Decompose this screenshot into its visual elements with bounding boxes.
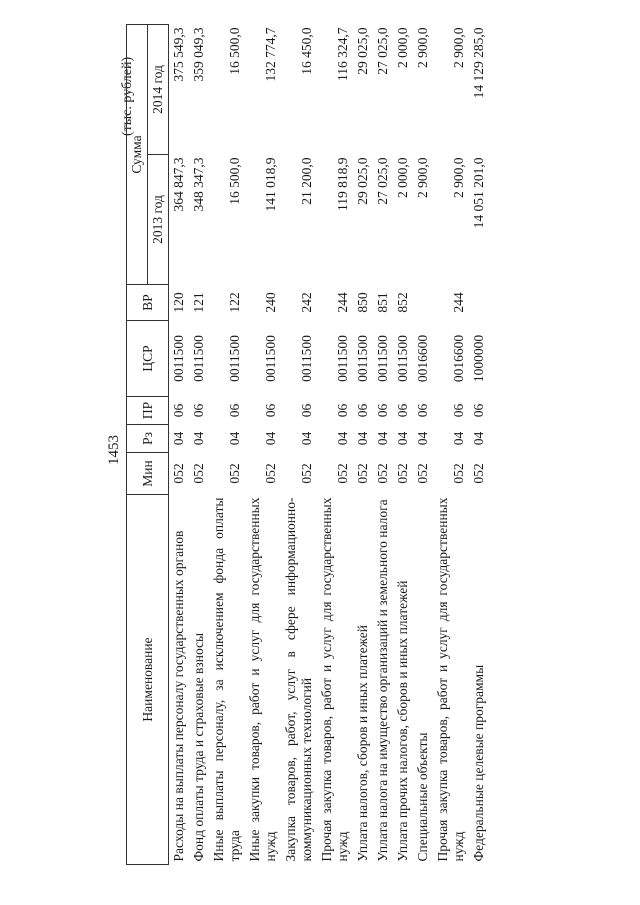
row-2014: 16 450,0	[299, 27, 314, 75]
row-pr: 06	[191, 403, 206, 418]
row-rz: 04	[227, 431, 242, 446]
row-2013: 27 025,0	[375, 157, 390, 205]
row-2013: 348 347,3	[191, 157, 206, 212]
row-vr: 850	[355, 292, 370, 313]
row-min: 052	[227, 463, 242, 484]
row-csr: 0011500	[299, 335, 314, 382]
row-name: Прочая закупка товаров, работ и услуг для государственных нужд	[435, 497, 466, 862]
row-pr: 06	[263, 403, 278, 418]
header-2014: 2014 год	[148, 24, 169, 154]
row-2014: 116 324,7	[335, 27, 350, 81]
row-vr: 851	[375, 292, 390, 313]
row-pr: 06	[451, 403, 466, 418]
row-min: 052	[335, 463, 350, 484]
table-row	[373, 24, 393, 864]
row-csr: 1000000	[471, 334, 486, 383]
row-2014: 27 025,0	[375, 27, 390, 75]
row-rz: 04	[355, 431, 370, 446]
header-min: Мин	[127, 453, 169, 495]
table-row	[209, 24, 245, 864]
row-2013: 364 847,3	[171, 157, 186, 212]
table-row	[189, 24, 209, 864]
row-2014: 132 774,7	[263, 27, 278, 82]
row-name: Прочая закупка товаров, работ и услуг для государственных нужд	[319, 497, 350, 862]
row-csr: 0011500	[227, 335, 242, 382]
row-min: 052	[171, 463, 186, 484]
header-rz: Рз	[127, 425, 169, 453]
row-rz: 04	[171, 431, 186, 446]
row-vr: 852	[395, 292, 410, 313]
row-2013: 14 051 201,0	[471, 157, 486, 229]
row-pr: 06	[355, 403, 370, 418]
row-min: 052	[263, 463, 278, 484]
table-row	[281, 24, 317, 864]
row-name: Федеральные целевые программы	[471, 664, 486, 862]
row-vr: 242	[299, 292, 314, 313]
row-2014: 2 900,0	[415, 27, 430, 68]
row-2013: 2 900,0	[415, 157, 430, 198]
budget-table	[126, 24, 489, 865]
table-row	[353, 24, 373, 864]
table-row	[245, 24, 281, 864]
row-min: 052	[451, 463, 466, 484]
row-min: 052	[191, 463, 206, 484]
row-rz: 04	[395, 431, 410, 446]
row-vr: 121	[191, 292, 206, 313]
header-sum: Сумма	[127, 24, 148, 284]
row-name: Уплата прочих налогов, сборов и иных платежей	[395, 580, 410, 862]
row-rz: 04	[335, 431, 350, 446]
row-2014: 359 049,3	[191, 27, 206, 82]
row-name: Иные закупки товаров, работ и услуг для государственных нужд	[247, 497, 278, 862]
header-name: Наименование	[127, 495, 169, 865]
row-vr	[469, 285, 489, 321]
row-2013: 2 000,0	[395, 157, 410, 198]
row-2014: 375 549,3	[171, 27, 186, 82]
header-2013: 2013 год	[148, 155, 169, 285]
row-2014: 16 500,0	[227, 27, 242, 75]
row-2013: 2 900,0	[451, 157, 466, 198]
row-min: 052	[395, 463, 410, 484]
row-pr: 06	[471, 403, 486, 418]
row-rz: 04	[471, 431, 486, 446]
table-row	[413, 24, 433, 864]
header-pr: ПР	[127, 397, 169, 425]
row-pr: 06	[299, 403, 314, 418]
row-vr: 120	[171, 292, 186, 313]
table-row	[169, 24, 190, 864]
row-min: 052	[375, 463, 390, 484]
row-csr: 0011500	[395, 335, 410, 382]
row-vr: 122	[227, 292, 242, 313]
table-row	[317, 24, 353, 864]
row-pr: 06	[415, 403, 430, 418]
header-csr: ЦСР	[127, 321, 169, 397]
row-csr: 0011500	[335, 335, 350, 382]
row-rz: 04	[451, 431, 466, 446]
row-2014: 14 129 285,0	[471, 27, 486, 99]
table-row	[393, 24, 413, 864]
row-2013: 21 200,0	[299, 157, 314, 205]
row-name: Иные выплаты персоналу, за исключением фонда оплаты труда	[211, 497, 242, 862]
row-name: Уплата налогов, сборов и иных платежей	[355, 625, 370, 862]
row-csr: 0016600	[451, 334, 466, 383]
table-row	[433, 24, 469, 864]
row-rz: 04	[375, 431, 390, 446]
row-csr: 0011500	[375, 335, 390, 382]
row-pr: 06	[335, 403, 350, 418]
row-name: Фонд оплаты труда и страховые взносы	[191, 632, 206, 862]
row-name: Закупка товаров, работ, услуг в сфере информационно-коммуникационных технологий	[283, 497, 314, 862]
row-min: 052	[355, 463, 370, 484]
row-csr: 0011500	[171, 335, 186, 382]
row-vr: 240	[263, 292, 278, 313]
row-2013: 141 018,9	[263, 157, 278, 212]
row-2014: 2 900,0	[451, 27, 466, 68]
units-note: (тыс. рублей)	[120, 56, 135, 136]
row-2013: 16 500,0	[227, 157, 242, 205]
page-number: 1453	[106, 435, 122, 465]
row-rz: 04	[415, 431, 430, 446]
row-name: Специальные объекты	[415, 732, 430, 862]
row-pr: 06	[227, 403, 242, 418]
row-csr: 0011500	[263, 335, 278, 382]
row-rz: 04	[191, 431, 206, 446]
row-name: Расходы на выплаты персоналу государственных органов	[171, 530, 186, 862]
row-min: 052	[299, 463, 314, 484]
row-rz: 04	[299, 431, 314, 446]
row-2013: 119 818,9	[335, 157, 350, 211]
row-csr: 0011500	[191, 335, 206, 382]
row-vr: 244	[451, 292, 466, 313]
row-rz: 04	[263, 431, 278, 446]
row-pr: 06	[171, 403, 186, 418]
row-min: 052	[471, 463, 486, 484]
row-csr: 0016600	[415, 334, 430, 383]
row-2014: 29 025,0	[355, 27, 370, 75]
row-vr: 244	[335, 292, 350, 313]
row-name: Уплата налога на имущество организаций и земельного налога	[375, 499, 390, 862]
row-csr: 0011500	[355, 335, 370, 382]
row-pr: 06	[375, 403, 390, 418]
row-pr: 06	[395, 403, 410, 418]
table-row	[469, 24, 489, 864]
row-2014: 2 000,0	[395, 27, 410, 68]
header-vr: ВР	[127, 285, 169, 321]
row-min: 052	[415, 463, 430, 484]
row-2013: 29 025,0	[355, 157, 370, 205]
row-vr	[413, 285, 433, 321]
